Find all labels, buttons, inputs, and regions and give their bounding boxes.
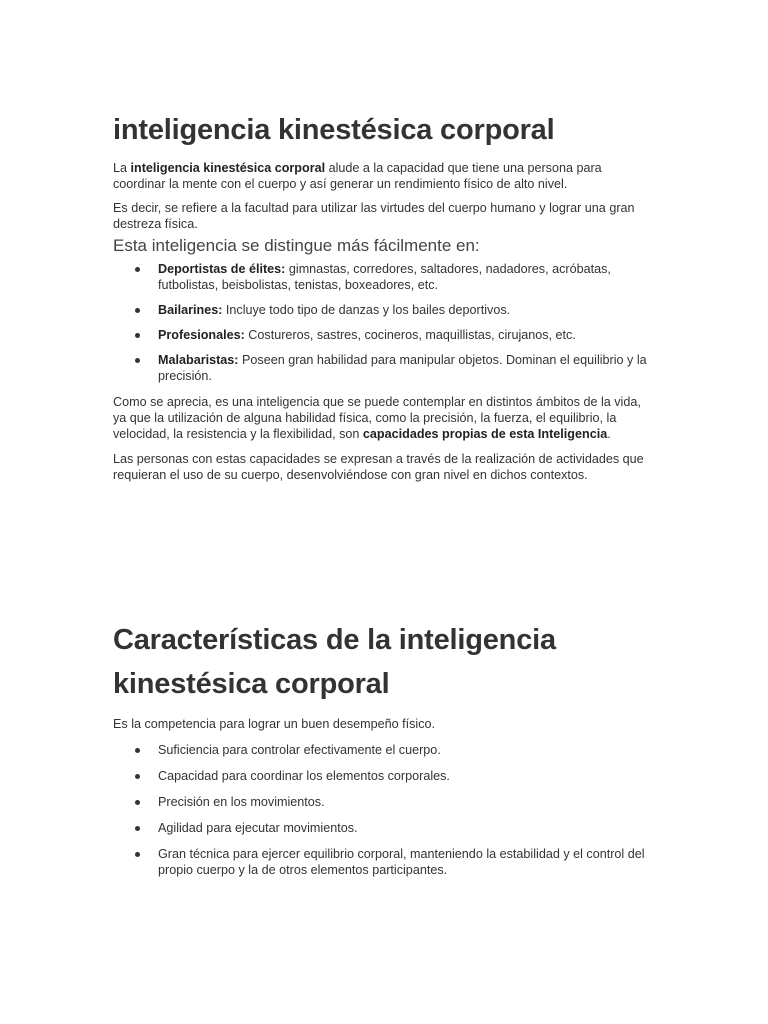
item-term: Deportistas de élites:	[158, 262, 286, 276]
summary-end: .	[607, 427, 611, 441]
section-kinesthetic-intelligence	[113, 108, 653, 483]
characteristics-intro: Es la competencia para lograr un buen desempeño físico.	[113, 717, 436, 731]
summary-bold: capacidades propias de esta Inteligencia	[362, 427, 608, 441]
bullet-icon	[135, 826, 140, 831]
item-text: Poseen gran habilidad para manipular objetos. Dominan el equilibrio y la precisión.	[158, 353, 647, 383]
item-text: Costureros, sastres, cocineros, maquillistas, cirujanos, etc.	[244, 328, 576, 342]
list-item	[113, 302, 653, 318]
item-text: gimnastas, corredores, saltadores, nadadores, acróbatas, futbolistas, beisbolistas, tenistas, boxeadores, etc.	[158, 262, 611, 292]
bullet-icon	[135, 800, 140, 805]
item-term: Malabaristas:	[158, 353, 239, 367]
section-characteristics	[113, 618, 653, 878]
intro-suffix: alude a la capacidad que tiene una persona para coordinar la mente con el cuerpo y así generar un rendimiento físico de alto nivel.	[113, 161, 602, 191]
intro-bold-term: inteligencia kinestésica corporal	[130, 161, 326, 175]
item-text: Incluye todo tipo de danzas y los bailes deportivos.	[222, 303, 511, 317]
bullet-icon	[135, 774, 140, 779]
list-item	[113, 742, 653, 758]
characteristics-list	[113, 742, 653, 878]
item-term: Bailarines:	[158, 303, 223, 317]
summary-paragraph	[113, 394, 653, 442]
closing-paragraph: Las personas con estas capacidades se expresan a través de la realización de actividades que requieran el uso de su cuerpo, desenvolviéndose con gran nivel en dichos contextos.	[113, 452, 644, 482]
list-item	[113, 327, 653, 343]
domains-list	[113, 261, 653, 384]
item-text: Suficiencia para controlar efectivamente el cuerpo.	[158, 743, 441, 757]
bullet-icon	[135, 333, 140, 338]
bullet-icon	[135, 358, 140, 363]
list-item	[113, 352, 653, 384]
list-item	[113, 794, 653, 810]
list-item	[113, 820, 653, 836]
intro-paragraph	[113, 160, 653, 192]
list-item	[113, 846, 653, 878]
bullet-icon	[135, 267, 140, 272]
bullet-icon	[135, 308, 140, 313]
item-text: Precisión en los movimientos.	[158, 795, 325, 809]
summary-text: Como se aprecia, es una inteligencia que se puede contemplar en distintos ámbitos de la vida, ya que la utilización de alguna habilidad física, como la precisión, la fuerza, el equilibrio, la velocidad, la resistencia y la flexibilidad, son	[113, 395, 641, 441]
lead-subheading: Esta inteligencia se distingue más fácilmente en:	[113, 236, 480, 255]
item-text: Capacidad para coordinar los elementos corporales.	[158, 769, 450, 783]
definition-paragraph: Es decir, se refiere a la facultad para utilizar las virtudes del cuerpo humano y lograr una gran destreza física.	[113, 201, 635, 231]
item-text: Agilidad para ejecutar movimientos.	[158, 821, 358, 835]
page-title: inteligencia kinestésica corporal	[113, 114, 555, 146]
intro-prefix: La	[113, 161, 131, 175]
list-item	[113, 768, 653, 784]
list-item	[113, 261, 653, 293]
item-text: Gran técnica para ejercer equilibrio corporal, manteniendo la estabilidad y el control del propio cuerpo y la de otros elementos participantes.	[158, 847, 645, 877]
bullet-icon	[135, 748, 140, 753]
bullet-icon	[135, 852, 140, 857]
section-heading: Características de la inteligencia kinestésica corporal	[113, 624, 556, 700]
item-term: Profesionales:	[158, 328, 245, 342]
